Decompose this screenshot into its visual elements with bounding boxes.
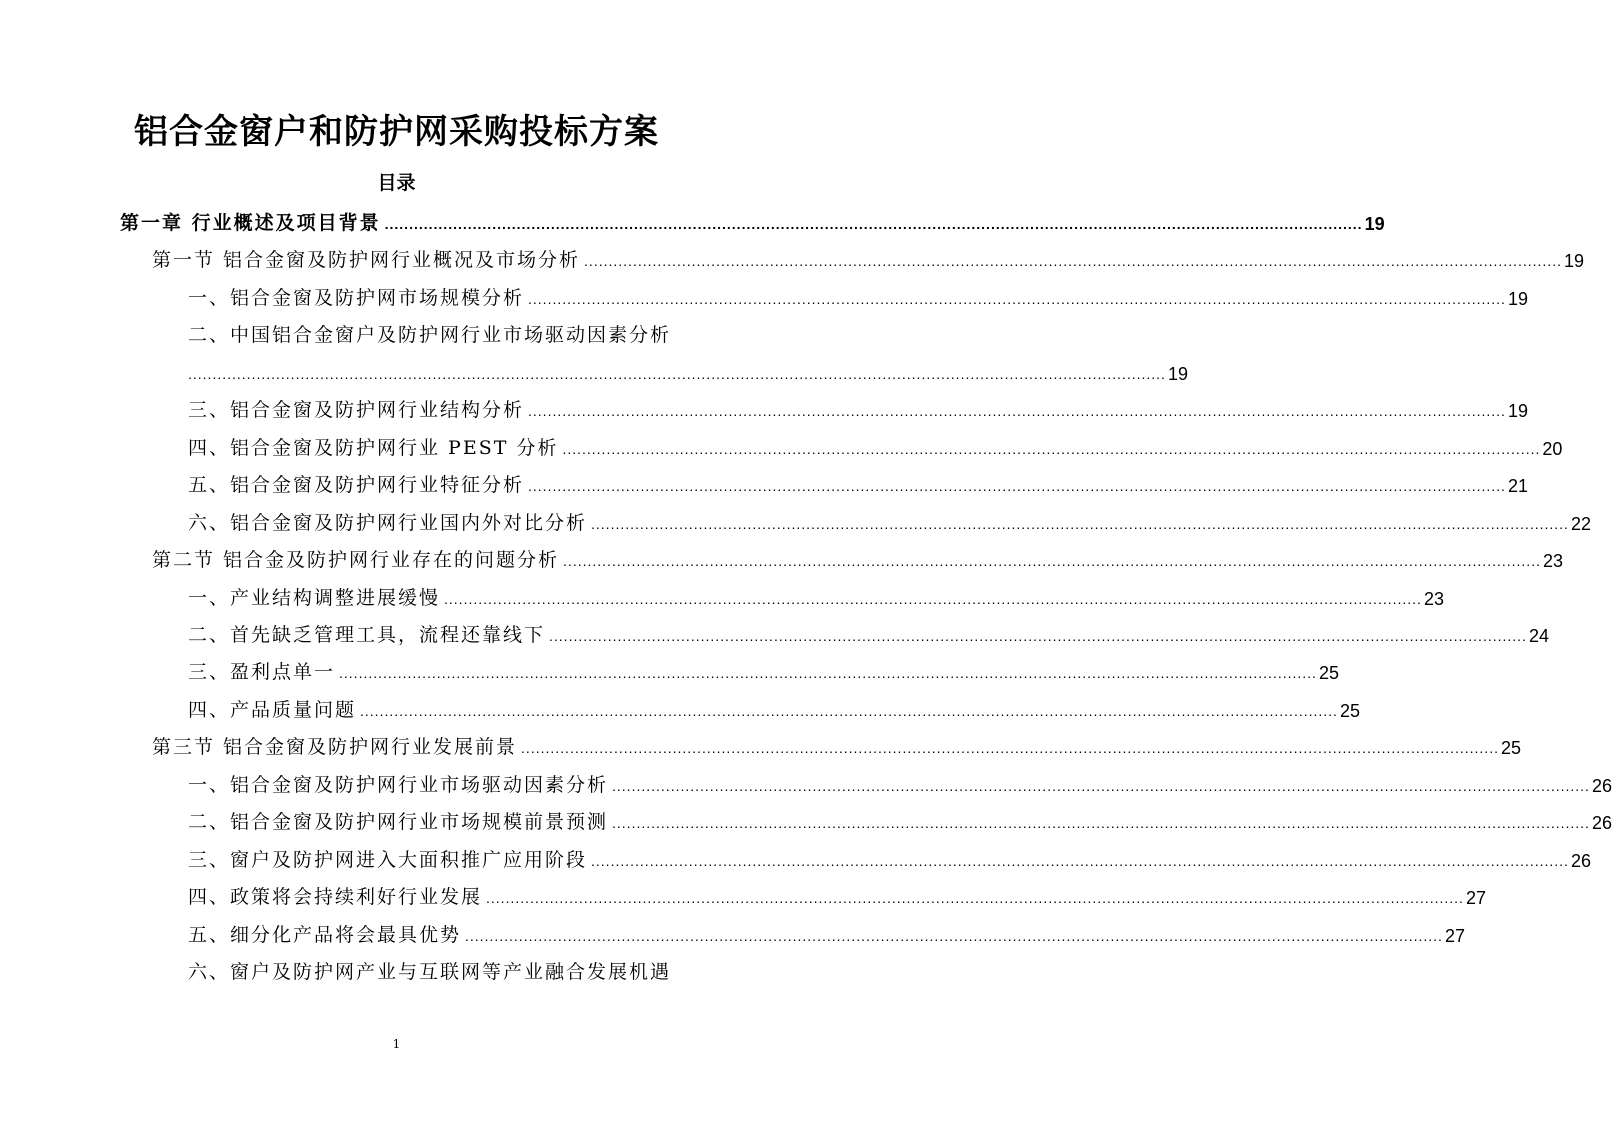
toc-entry[interactable] [188,580,1444,610]
dot-leader: ........................................................................................................................................................................................................ [584,253,1562,270]
dot-leader: ........................................................................................................................................................................................................ [360,702,1338,719]
toc-entry-title: 四、政策将会持续利好行业发展 [188,886,483,909]
toc-entry-page: 19 [1167,363,1188,384]
toc-entry-page: 27 [1444,925,1465,946]
toc-entry-page: 21 [1507,476,1528,497]
toc-entry[interactable] [188,280,1528,310]
toc-entry-page: 27 [1465,888,1486,909]
toc-entry[interactable] [188,467,1528,497]
toc-entry-page: 26 [1591,813,1612,834]
toc-entry-title: 一、产业结构调整进展缓慢 [188,586,441,609]
toc-entry[interactable] [152,542,1564,572]
toc-entry-page: 23 [1423,588,1444,609]
toc-entry-page: 19 [1507,288,1528,309]
toc-entry[interactable] [188,917,1465,947]
dot-leader: ........................................................................................................................................................................................................ [521,740,1499,757]
toc-entry-title: 四、铝合金窗及防护网行业 PEST 分析 [188,436,559,459]
dot-leader: ........................................................................................................................................................................................................ [612,777,1590,794]
toc-entry-page: 24 [1528,625,1549,646]
toc-entry[interactable] [188,430,1563,460]
toc-entry[interactable] [188,842,1591,872]
dot-leader: ........................................................................................................................................................................................................ [591,852,1569,869]
dot-leader: ........................................................................................................................................................................................................ [486,890,1464,907]
dot-leader: ........................................................................................................................................................................................................ [591,515,1569,532]
toc-entry-title: 一、铝合金窗及防护网行业市场驱动因素分析 [188,773,609,796]
toc-entry[interactable] [188,392,1528,422]
toc-entry[interactable] [188,317,672,347]
toc-entry[interactable] [188,804,1612,834]
dot-leader: ........................................................................................................................................................................................................ [612,815,1590,832]
toc-entry[interactable] [120,205,1385,235]
toc-entry-title: 三、盈利点单一 [188,661,336,684]
toc-entry-page: 25 [1500,738,1522,759]
toc-entry[interactable] [188,692,1360,722]
toc-entry-title: 二、铝合金窗及防护网行业市场规模前景预测 [188,811,609,834]
toc-heading: 目录 [377,172,416,194]
dot-leader: ........................................................................................................................................................................................................ [528,403,1506,420]
toc-entry[interactable] [188,617,1549,647]
dot-leader: ........................................................................................................................................................................................................ [188,365,1166,382]
toc-entry-title: 一、铝合金窗及防护网市场规模分析 [188,286,525,309]
dot-leader: ........................................................................................................................................................................................................ [528,290,1506,307]
toc-entry-title: 二、中国铝合金窗户及防护网行业市场驱动因素分析 [188,324,672,347]
dot-leader: ........................................................................................................................................................................................................ [465,927,1443,944]
toc-entry[interactable] [152,729,1522,759]
toc-entry-title: 四、产品质量问题 [188,698,357,721]
dot-leader: ........................................................................................................................................................................................................ [444,590,1422,607]
toc-entry[interactable] [152,242,1585,272]
page-number: 1 [392,1037,401,1051]
toc-entry-page: 22 [1570,513,1591,534]
toc-entry-page: 26 [1570,850,1591,871]
dot-leader: ........................................................................................................................................................................................................ [563,553,1541,570]
toc-entry-page: 20 [1542,438,1563,459]
toc-entry-page: 19 [1563,251,1585,272]
toc-entry[interactable] [188,767,1612,797]
toc-entry[interactable] [188,505,1591,535]
dot-leader: ........................................................................................................................................................................................................ [528,478,1506,495]
toc-entry-page: 23 [1542,551,1564,572]
toc-entry[interactable] [188,355,1188,385]
toc-entry-title: 第一节 铝合金窗及防护网行业概况及市场分析 [152,249,581,272]
toc-entry-page: 25 [1318,663,1339,684]
toc-entry-title: 二、首先缺乏管理工具，流程还靠线下 [188,623,546,646]
toc-entry-page: 19 [1507,401,1528,422]
toc-entry-page: 19 [1364,214,1385,234]
toc-entry-page: 26 [1591,775,1612,796]
toc-entry[interactable] [188,654,1339,684]
toc-entry-title: 五、铝合金窗及防护网行业特征分析 [188,474,525,497]
toc-entry-title: 第二节 铝合金及防护网行业存在的问题分析 [152,549,560,572]
toc-entry-title: 第三节 铝合金窗及防护网行业发展前景 [152,736,518,759]
toc-entry-title: 三、窗户及防护网进入大面积推广应用阶段 [188,848,588,871]
dot-leader: ........................................................................................................................................................................................................ [549,627,1527,644]
toc-entry-title: 第一章 行业概述及项目背景 [120,212,381,234]
dot-leader: ........................................................................................................................................................................................................ [384,216,1363,232]
document-title: 铝合金窗户和防护网采购投标方案 [134,112,659,152]
toc-entry-title: 六、窗户及防护网产业与互联网等产业融合发展机遇 [188,961,672,983]
toc-entry-title: 六、铝合金窗及防护网行业国内外对比分析 [188,511,588,534]
dot-leader: ........................................................................................................................................................................................................ [339,665,1317,682]
dot-leader: ........................................................................................................................................................................................................ [562,440,1541,457]
toc-entry[interactable] [188,879,1486,909]
toc-entry[interactable] [188,954,672,984]
toc-entry-title: 三、铝合金窗及防护网行业结构分析 [188,399,525,422]
toc-entry-title: 五、细分化产品将会最具优势 [188,923,462,946]
toc-entry-page: 25 [1339,700,1360,721]
